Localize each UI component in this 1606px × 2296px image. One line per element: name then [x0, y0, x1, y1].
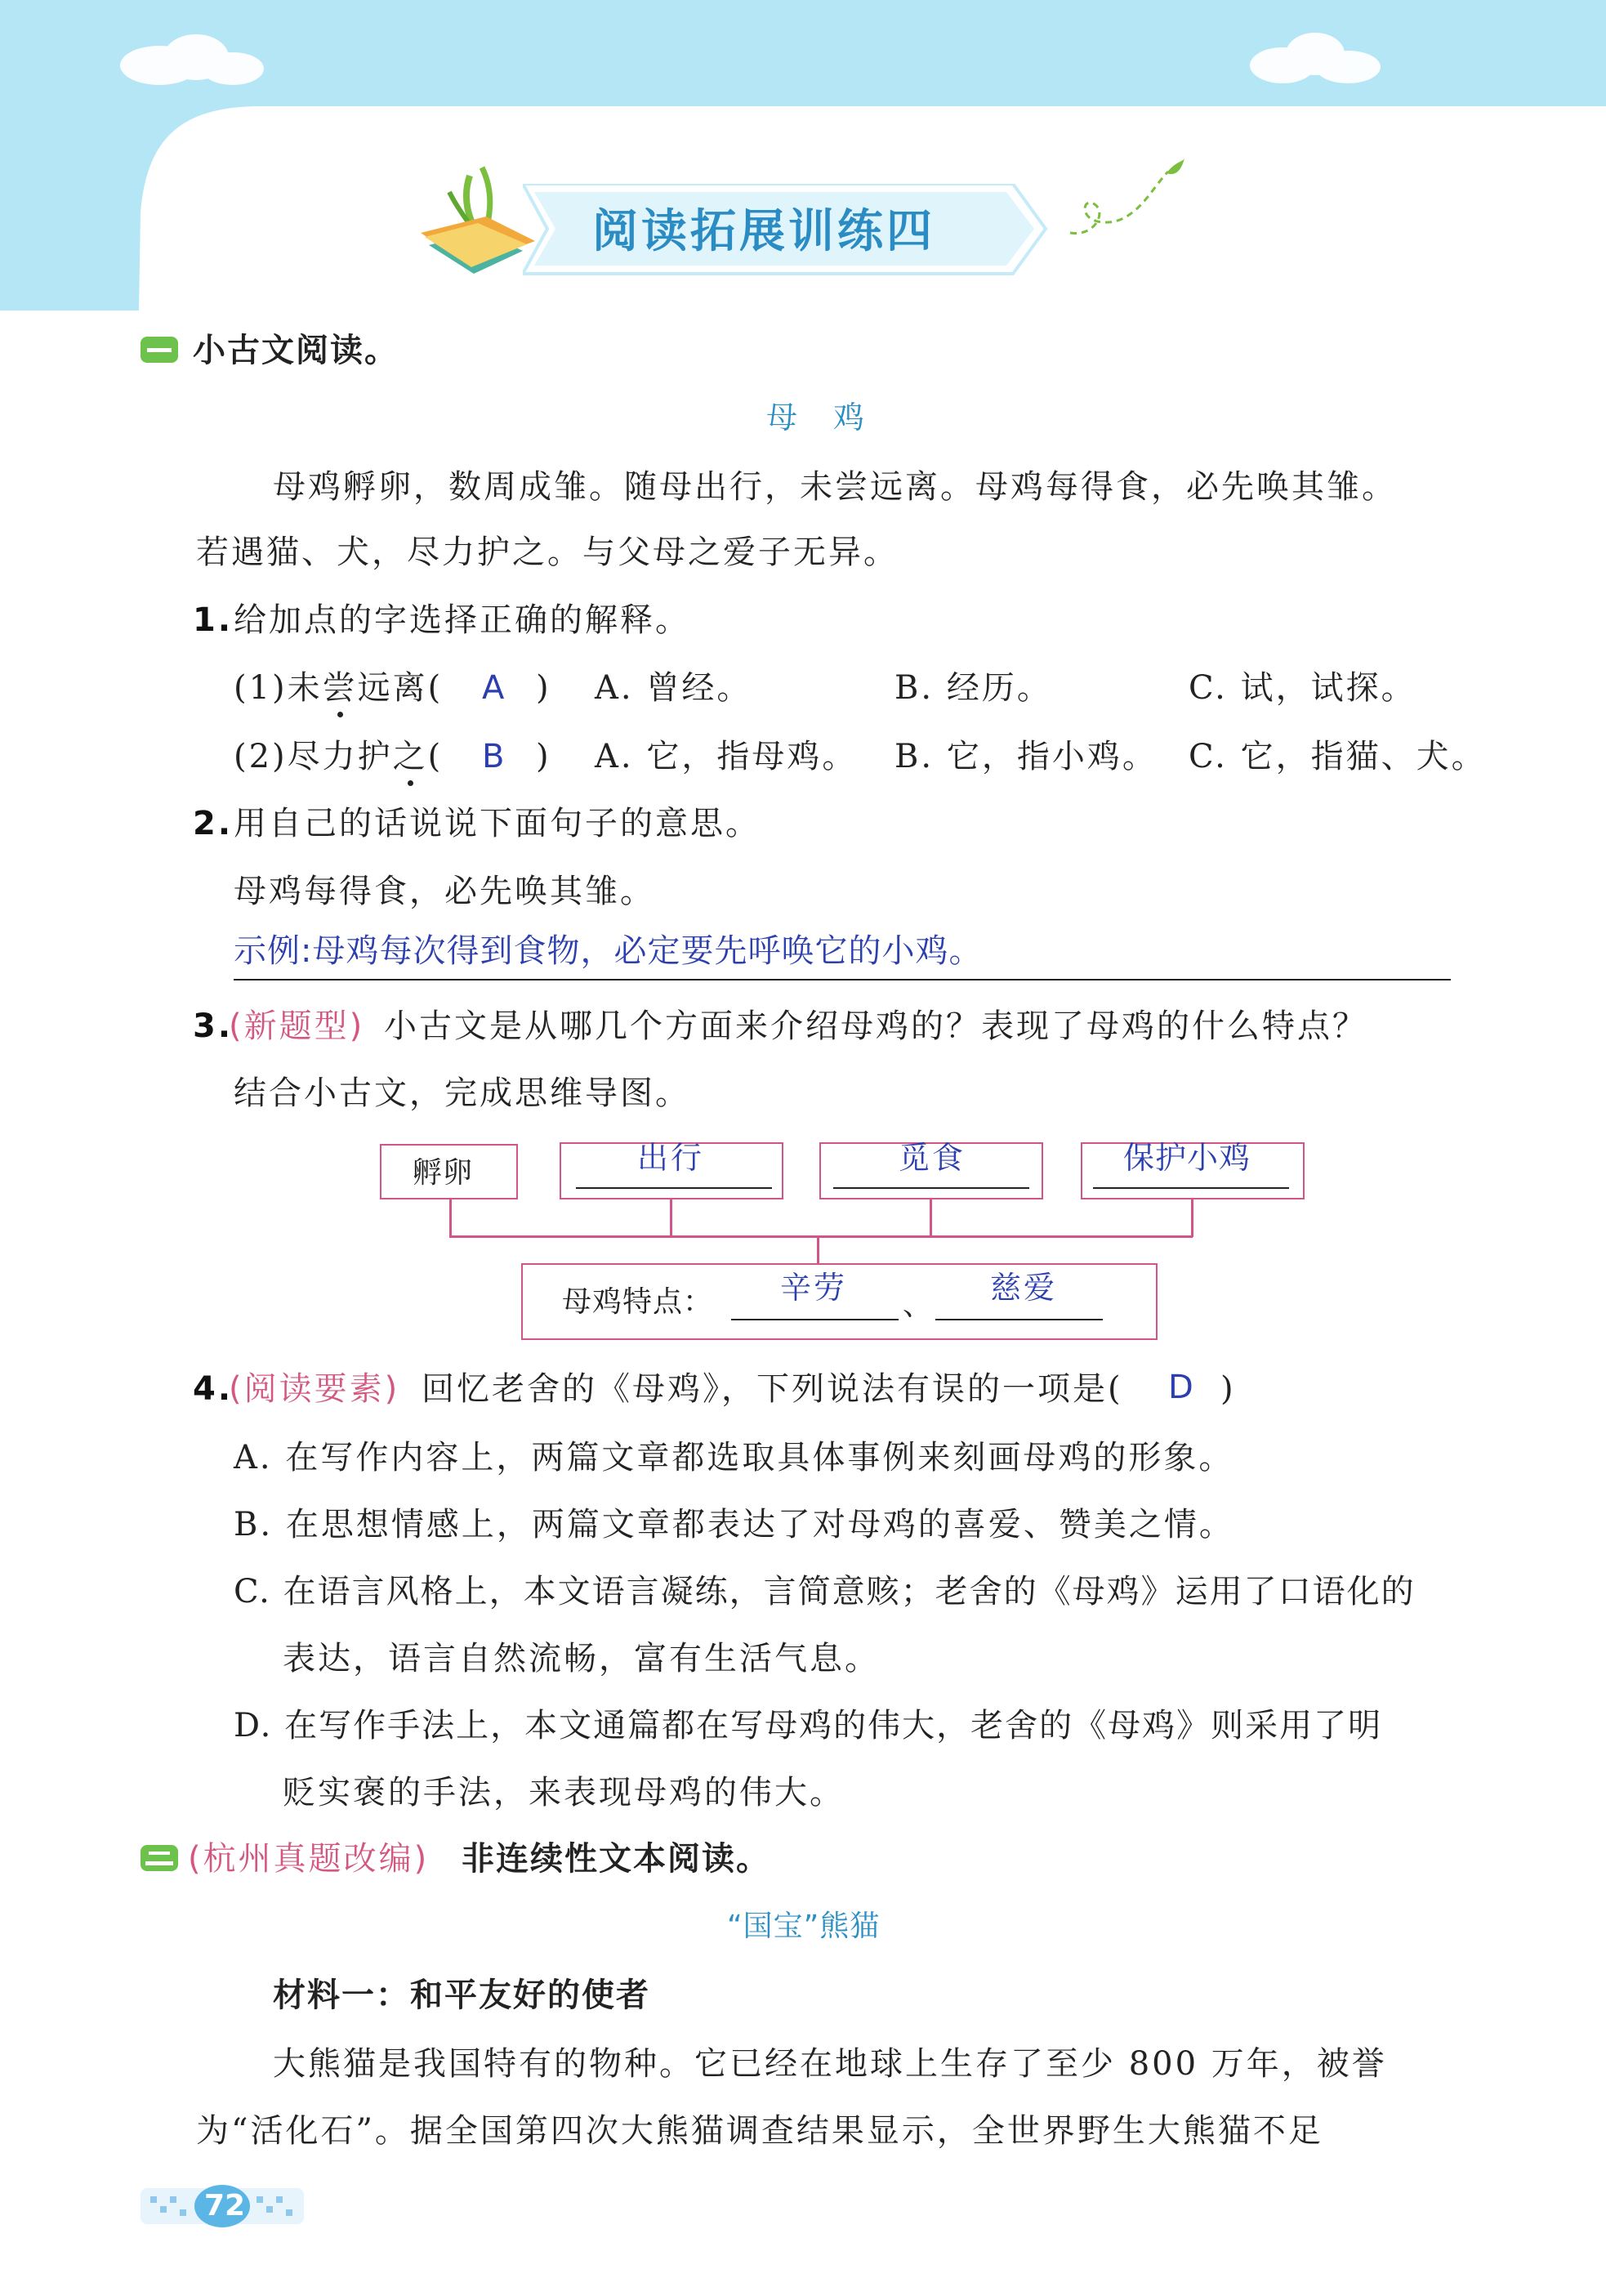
q3-prompt: 小古文是从哪几个方面来介绍母鸡的？表现了母鸡的什么特点？: [384, 1007, 1367, 1045]
q4-close: ): [1220, 1370, 1236, 1408]
q1-number: 1.: [193, 601, 234, 639]
mindmap-connector: [449, 1235, 1193, 1238]
q1-item-1-label: (1)未尝远离(: [234, 669, 444, 707]
q2-sentence: 母鸡每得食，必先唤其雏。: [234, 873, 655, 910]
q4-option-c-cont: 表达，语言自然流畅，富有生活气息。: [283, 1640, 880, 1677]
mindmap-separator: 、: [903, 1289, 935, 1322]
section-2-tag: (杭州真题改编): [188, 1840, 430, 1878]
mindmap-blank-1: [576, 1187, 772, 1189]
q1-item-1-close: ): [536, 669, 551, 707]
q4-option-d-cont: 贬实褒的手法，来表现母鸡的伟大。: [283, 1774, 845, 1811]
q1-item-2-option-b: B. 它，指小鸡。: [894, 738, 1158, 775]
q1-prompt: 给加点的字选择正确的解释。: [234, 601, 690, 639]
mindmap-box-1-text: 孵卵: [413, 1156, 474, 1190]
q3-number: 3.: [193, 1007, 234, 1045]
banner-title: 阅读拓展训练四: [592, 205, 935, 258]
q1-item-1-answer: A: [482, 669, 507, 707]
passage-1-line-2: 若遇猫、犬，尽力护之。与父母之爱子无异。: [196, 534, 899, 571]
q4-option-b: B. 在思想情感上，两篇文章都表达了对母鸡的喜爱、赞美之情。: [234, 1506, 1234, 1543]
mindmap-connector: [1191, 1199, 1193, 1237]
mindmap-answer-1: 出行: [637, 1140, 705, 1176]
q1-item-1-option-a: A. 曾经。: [595, 669, 752, 707]
q1-item-1-option-b: B. 经历。: [894, 669, 1052, 707]
q2-answer: 示例:母鸡每次得到食物，必定要先呼唤它的小鸡。: [234, 932, 983, 970]
section-number-2-icon: [141, 1845, 178, 1871]
q2-prompt: 用自己的话说说下面句子的意思。: [234, 805, 761, 842]
page-number: 72: [204, 2189, 246, 2222]
swirl-leaf-icon: [1062, 155, 1184, 245]
mindmap-connector: [670, 1199, 672, 1237]
q4-tag: (阅读要素): [229, 1370, 400, 1408]
section-number-1-icon: [141, 337, 178, 363]
q1-item-2-option-c: C. 它，指猫、犬。: [1189, 738, 1487, 775]
mindmap-blank-4: [731, 1319, 899, 1320]
mindmap-blank-3: [1093, 1187, 1289, 1189]
q1-item-2-option-a: A. 它，指母鸡。: [595, 738, 858, 775]
material-1-title: 材料一：和平友好的使者: [273, 1977, 650, 2014]
q4-answer: D: [1168, 1369, 1196, 1406]
mindmap-connector: [449, 1199, 452, 1237]
mindmap-connector: [930, 1199, 932, 1237]
q1-item-2-answer: B: [482, 738, 507, 775]
mindmap-blank-2: [833, 1187, 1029, 1189]
q3-prompt-2: 结合小古文，完成思维导图。: [234, 1074, 690, 1112]
mindmap-blank-5: [935, 1319, 1103, 1320]
q4-option-a: A. 在写作内容上，两篇文章都选取具体事例来刻画母鸡的形象。: [234, 1439, 1234, 1476]
section-1-heading: 小古文阅读。: [193, 332, 399, 369]
q4-option-d: D. 在写作手法上，本文通篇都在写母鸡的伟大，老舍的《母鸡》则采用了明: [234, 1707, 1383, 1744]
q4-prompt: 回忆老舍的《母鸡》，下列说法有误的一项是(: [422, 1370, 1123, 1408]
passage-2-line-1: 大熊猫是我国特有的物种。它已经在地球上生存了至少 800 万年，被誉: [273, 2045, 1387, 2083]
section-2-heading: 非连续性文本阅读。: [462, 1840, 770, 1878]
passage-2-line-2: 为“活化石”。据全国第四次大熊猫调查结果显示，全世界野生大熊猫不足: [196, 2112, 1323, 2150]
mindmap-bottom-label: 母鸡特点：: [562, 1285, 714, 1319]
q1-item-2-label: (2)尽力护之(: [234, 738, 444, 775]
passage-1-title: 母 鸡: [766, 400, 868, 436]
q1-item-2-close: ): [536, 738, 551, 775]
q4-number: 4.: [193, 1370, 234, 1408]
passage-1-line-1: 母鸡孵卵，数周成雏。随母出行，未尝远离。母鸡每得食，必先唤其雏。: [273, 468, 1397, 506]
q2-number: 2.: [193, 805, 234, 842]
mindmap-answer-2: 觅食: [899, 1140, 966, 1176]
q2-answer-line: [234, 979, 1451, 980]
mindmap-trait-1: 辛劳: [780, 1270, 848, 1306]
q3-tag: (新题型): [229, 1007, 365, 1045]
mindmap-connector: [817, 1235, 819, 1265]
q4-option-c: C. 在语言风格上，本文语言凝练，言简意赅；老舍的《母鸡》运用了口语化的: [234, 1573, 1416, 1610]
mindmap-trait-2: 慈爱: [990, 1270, 1058, 1306]
q1-item-1-option-c: C. 试，试探。: [1189, 669, 1416, 707]
passage-2-title: “国宝”熊猫: [727, 1910, 881, 1943]
mindmap-answer-3: 保护小鸡: [1123, 1140, 1251, 1176]
